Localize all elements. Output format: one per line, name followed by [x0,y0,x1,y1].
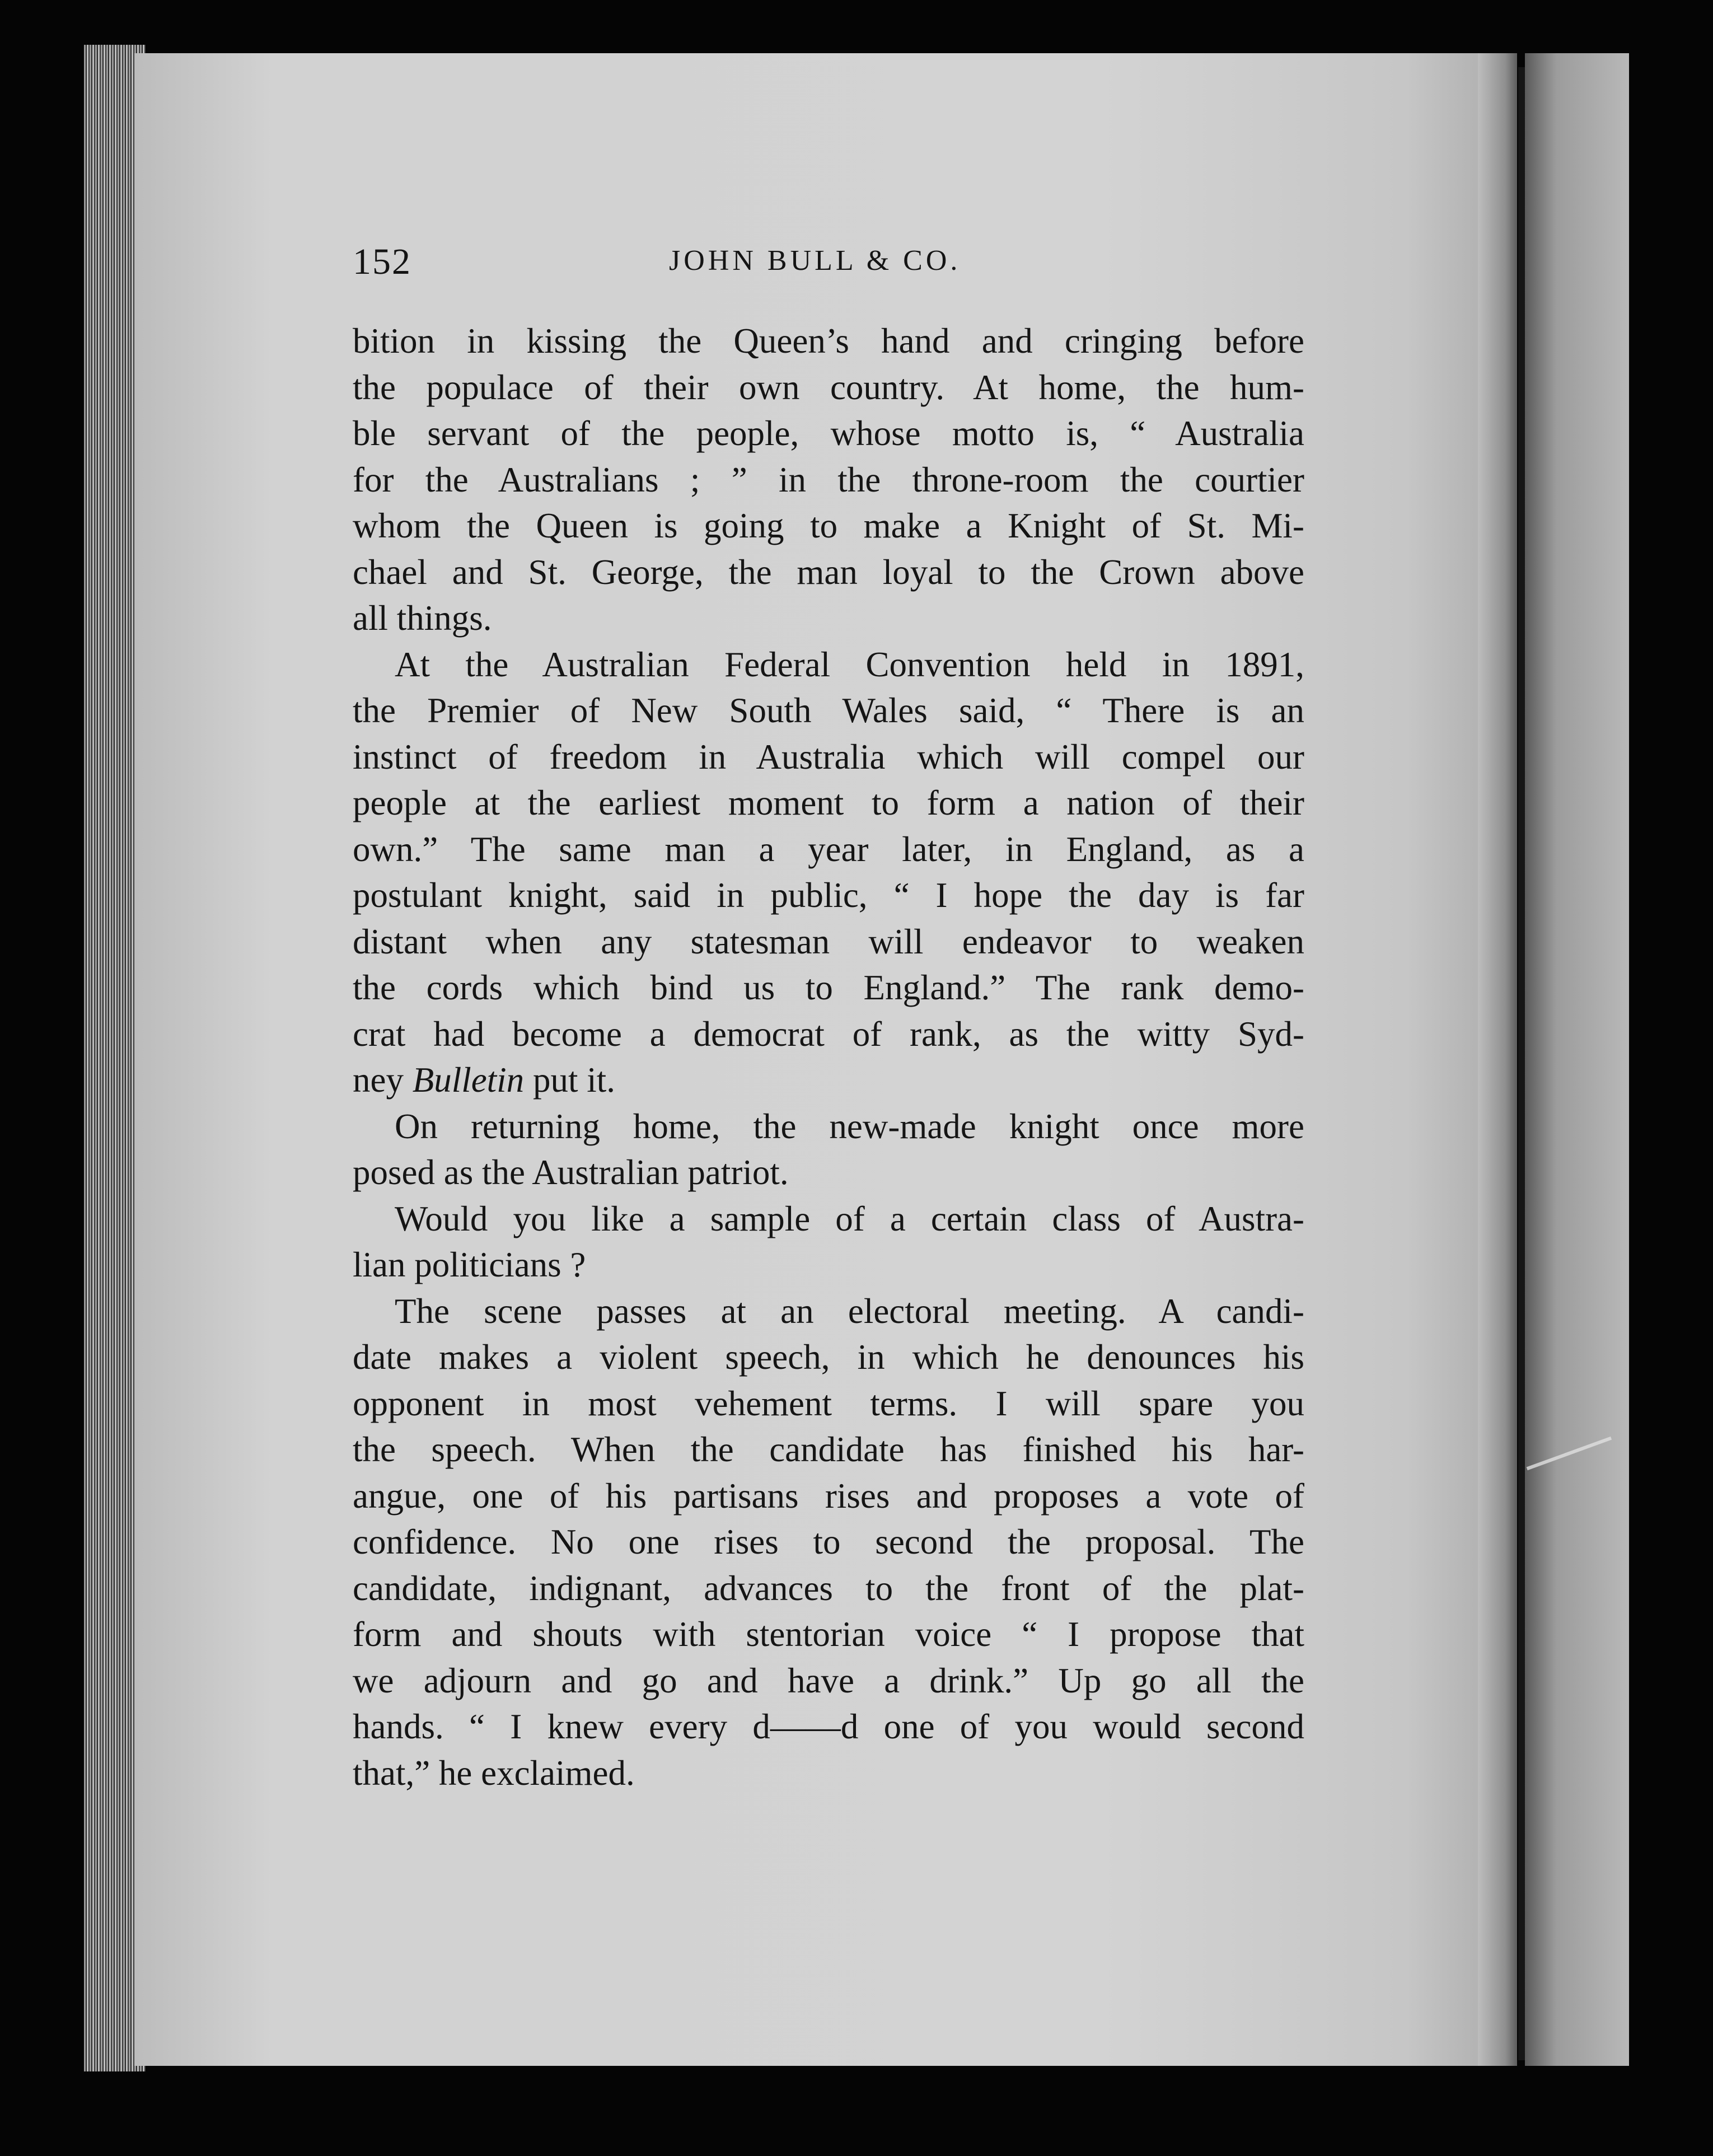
text-line: crat had become a democrat of rank, as the witty Syd- [353,1014,1304,1054]
text-line: that,” he exclaimed. [353,1753,635,1793]
text-line: whom the Queen is going to make a Knight of St. Mi- [353,506,1304,545]
text-line: On returning home, the new-made knight once more [395,1106,1304,1146]
running-header [353,241,1304,291]
text-line: for the Australians ; ” in the throne-room the courtier [353,460,1304,499]
text-line: hands. “ I knew every d——d one of you would second [353,1707,1304,1746]
page-number: 152 [353,241,411,282]
text-line: the Premier of New South Wales said, “ There is an [353,691,1304,730]
text-line: all things. [353,598,492,638]
text-line: instinct of freedom in Australia which will compel our [353,737,1304,777]
text-fragment: ney [353,1060,404,1100]
text-line: the populace of their own country. At home, the hum- [353,367,1304,407]
text-line: date makes a violent speech, in which he denounces his [353,1337,1304,1377]
text-fragment: put it. [532,1060,615,1100]
text-line: confidence. No one rises to second the proposal. The [353,1522,1304,1561]
text-line: candidate, indignant, advances to the front of the plat- [353,1568,1304,1608]
text-line: chael and St. George, the man loyal to the Crown above [353,552,1304,592]
italic-title: Bulletin [412,1060,525,1100]
text-line: bition in kissing the Queen’s hand and cringing before [353,321,1304,361]
text-line: opponent in most vehement terms. I will spare you [353,1383,1304,1423]
text-line: form and shouts with stentorian voice “ I propose that [353,1615,1304,1654]
text-line: people at the earliest moment to form a nation of their [353,783,1304,822]
binding-edge [1518,67,1525,2060]
text-line: the cords which bind us to England.” The rank demo- [353,968,1304,1007]
body-text [353,318,1304,1796]
text-line: postulant knight, said in public, “ I hope the day is far [353,876,1304,915]
text-line: lian politicians ? [353,1245,586,1284]
text-line: angue, one of his partisans rises and proposes a vote of [353,1476,1304,1516]
text-line: At the Australian Federal Convention held in 1891, [395,644,1304,684]
text-line: ble servant of the people, whose motto is, “ Australia [353,414,1304,453]
text-line: the speech. When the candidate has finished his har- [353,1430,1304,1469]
text-line: posed as the Australian patriot. [353,1153,789,1192]
text-line-mixed [353,1057,1304,1103]
text-line: The scene passes at an electoral meeting. A candi- [395,1291,1304,1331]
text-line: own.” The same man a year later, in England, as a [353,829,1304,869]
running-title: JOHN BULL & CO. [669,245,961,277]
facing-page-edge [1525,53,1629,2066]
text-line: we adjourn and go and have a drink.” Up go all the [353,1661,1304,1700]
gutter-shadow [1478,53,1517,2066]
text-line: Would you like a sample of a certain class of Austra- [395,1199,1304,1238]
text-line: distant when any statesman will endeavor to weaken [353,922,1304,961]
